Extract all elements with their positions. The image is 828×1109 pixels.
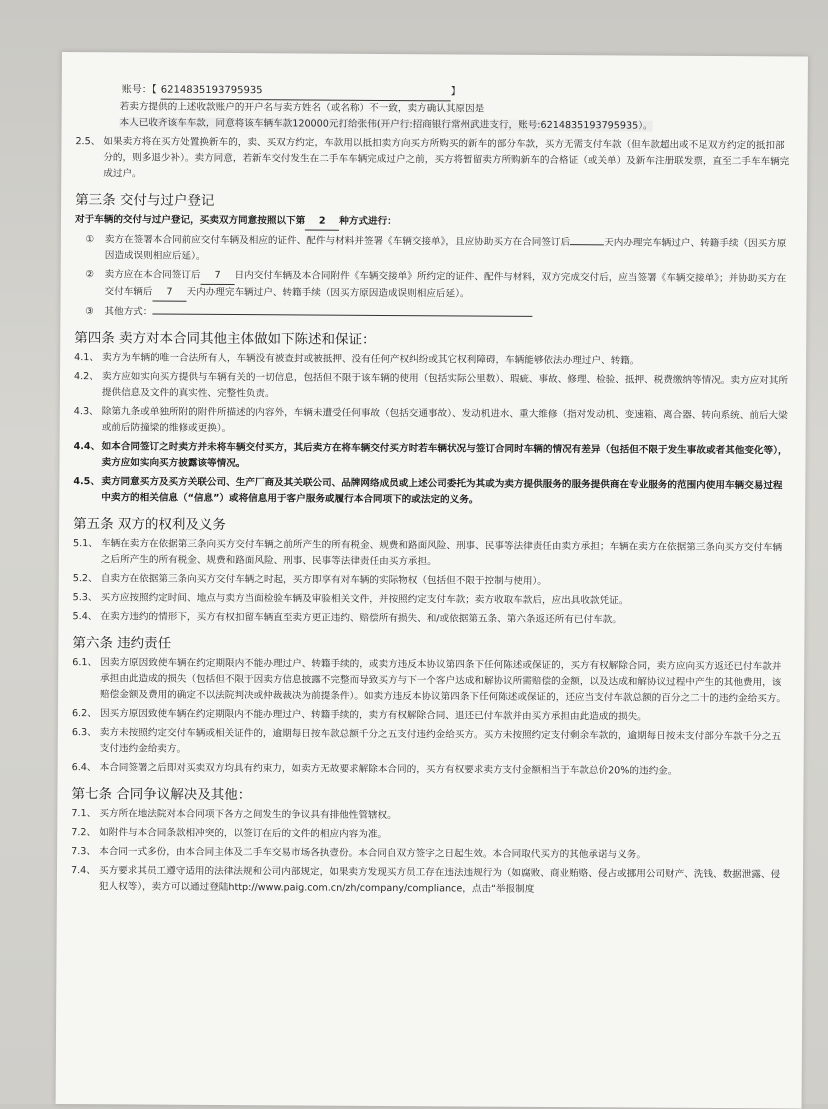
clause-4-3: 4.3、 除第九条或单独所附的附件所描述的内容外，车辆未遭受任何事故（包括交通事故）、发动机进水、重大维修（指对发动机、变速箱、离合器、转向系统、前后大梁或前后防撞梁的维修或更换）。 xyxy=(73,406,788,435)
method-choice: 2 xyxy=(305,213,339,230)
payee-note: 若卖方提供的上述收款账户的开户名与卖方姓名（或名称）不一致，卖方确认其原因是 xyxy=(119,101,485,115)
clause-6-1: 6.1、 因卖方原因致使车辆在约定期限内不能办理过户、转籍手续的，或卖方违反本协议第四条下任何陈述或保证的，买方有权解除合同，卖方应向买方返还已付车款并承担由此造成的损失（包括但不限于因卖方信息披露不完整而导致买方与下一个客户达成和解协议所需赔偿的金额，以及达成和解协议过程中产生的其他费用，该赔偿金额及费用的确定不以法院判决或仲裁裁决为前提条件）。如卖方违反本协议第四条下任何陈述或保证的，还应当支付车款总额的百分之二十的违约金给买方。 xyxy=(72,657,787,705)
contract-content xyxy=(71,82,794,902)
option-1: ① 卖方在签署本合同前应交付车辆及相应的证件、配件与材料并签署《车辆交接单》，且应协助买方在合同签订后 天内办理完车辆过户、转籍手续（因买方原因造成误则相应后延）。 xyxy=(85,234,787,262)
clause-7-3: 7.3、 本合同一式多份，由本合同主体及二手车交易市场各执壹份。本合同自双方签字之日起生效。本合同取代买方的其他承诺与义务。 xyxy=(71,846,646,861)
clause-4-1: 4.1、 卖方为车辆的唯一合法所有人，车辆没有被查封或被抵押、没有任何产权纠纷或其它权利障碍，车辆能够依法办理过户、转籍。 xyxy=(74,352,640,367)
clause-5-2: 5.2、 自卖方在依据第三条向买方交付车辆之时起，买方即享有对车辆的实际物权（包括但不限于控制与使用）。 xyxy=(72,573,547,587)
section-5-title: 第五条 双方的权利及义务 xyxy=(73,516,226,534)
clause-6-2: 6.2、 因买方原因致使车辆在约定期限内不能办理过户、转籍手续的，卖方有权解除合同、退还已付车款并由买方承担由此造成的损失。 xyxy=(71,708,647,723)
account-label: 账号：【 xyxy=(121,84,157,96)
option-1-days-blank xyxy=(570,244,604,245)
contract-page xyxy=(56,52,808,1109)
section-3-title: 第三条 交付与过户登记 xyxy=(75,192,215,209)
section-6-title: 第六条 违约责任 xyxy=(72,635,172,652)
account-end: 】 xyxy=(450,86,461,98)
other-method-line xyxy=(152,314,532,317)
clause-7-4: 7.4、 买方要求其员工遵守适用的法律法规和公司内部规定，如果卖方发现买方员工存在违法违规行为（如腐败、商业贿赂、侵占或挪用公司财产、洗钱、数据泄露、侵犯人权等），卖方可以通过登陆http://www.paig.com.cn/zh/company/compliance，点击“举报制度 xyxy=(70,865,781,895)
clause-5-4: 5.4、 在卖方违约的情形下，买方有权扣留车辆直至卖方更正违约、赔偿所有损失、和/或依据第五条、第六条返还所有已付车款。 xyxy=(72,611,622,626)
clause-6-4: 6.4、 本合同签署之后即对买卖双方均具有约束力，如卖方无故要求解除本合同的，买方有权要求卖方支付金额相当于车款总价20%的违约金。 xyxy=(71,762,678,777)
option-2: ② 卖方应在本合同签订后 7 日内交付车辆及本合同附件《车辆交接单》所约定的证件、配件与材料，双方完成交付后，应当签署《车辆交接单》；并协助买方在交付车辆后 7 天内办理完车辆过户、转籍手续（因买方原因造成误则相应后延）。 xyxy=(74,267,792,305)
clause-2-5: 2.5、 如果卖方将在买方处置换新车的，卖、买双方约定，车款用以抵扣卖方向买方所购买的新车的部分车款，买方无需支付车款（但车款超出或不足双方约定的抵扣部分的，则多退少补）。卖方同意，若新车交付发生在二手车车辆完成过户之前，买方将暂留卖方所购新车的合格证（或关单）及新车注册联发票，直至二手车车辆完成过户。 xyxy=(75,136,790,180)
clause-4-5: 4.5、 卖方同意买方及买方关联公司、生产厂商及其关联公司、品牌网络成员或上述公司委托为其或为卖方提供服务的服务提供商在专业服务的范围内使用车辆交易过程中卖方的相关信息（“信息”）或将信息用于客户服务或履行本合同项下的或法定的义务。 xyxy=(73,476,783,506)
clause-4-2: 4.2、 卖方应如实向买方提供与车辆有关的一切信息，包括但不限于该车辆的使用（包括实际公里数）、瑕疵、事故、修理、检验、抵押、税费缴纳等情况。卖方应对其所提供信息及文件的真实性、完整性负责。 xyxy=(73,371,788,400)
clause-5-3: 5.3、 买方应按照约定时间、地点与卖方当面检验车辆及审验相关文件，并按照约定支付车款；卖方收取车款后，应出具收款凭证。 xyxy=(72,592,629,607)
clause-6-3: 6.3、 卖方未按照约定交付车辆或相关证件的，逾期每日按车款总额千分之五支付违约金给买方。买方未按照约定支付剩余车款的，逾期每日按未支付部分车款千分之五支付违约金给卖方。 xyxy=(71,727,782,755)
section-4-title: 第四条 卖方对本合同其他主体做如下陈述和保证： xyxy=(74,330,376,348)
option-3: ③ 其他方式： xyxy=(74,304,792,324)
payee-reason: 本人已收齐该车车款，同意将该车辆车款120000元打给张伟(开户行:招商银行常州武进支行，账号:6214835193795935）。 xyxy=(119,117,653,132)
clause-4-4: 4.4、 如本合同签订之时卖方并未将车辆交付买方，其后卖方在将车辆交付买方时若车辆状况与签订合同时车辆的情况有差异（包括但不限于发生事故或者其他变化等），卖方应如实向买方披露该等情况。 xyxy=(73,441,788,470)
clause-5-1: 5.1、 车辆在卖方在依据第三条向买方交付车辆之前所产生的所有税金、规费和路面风险、刑事、民事等法律责任由卖方承担；车辆在卖方在依据第三条向买方交付车辆之后所产生的所有税金、规费和路面风险、刑事、民事等法律责任由买方承担。 xyxy=(72,538,783,568)
clause-7-1: 7.1、 买方所在地法院对本合同项下各方之间发生的争议具有排他性管辖权。 xyxy=(71,808,397,822)
clause-7-2: 7.2、 如附件与本合同条款相冲突的，以签订在后的文件的相应内容为准。 xyxy=(71,827,388,841)
section-3-intro: 对于车辆的交付与过户登记，买卖双方同意按照以下第 2 种方式进行： xyxy=(75,212,793,233)
account-number: 6214835193795935 xyxy=(161,83,451,102)
option-2-days-1: 7 xyxy=(201,268,235,285)
option-2-days-2: 7 xyxy=(152,285,186,302)
section-7-title: 第七条 合同争议解决及其他： xyxy=(71,786,252,804)
